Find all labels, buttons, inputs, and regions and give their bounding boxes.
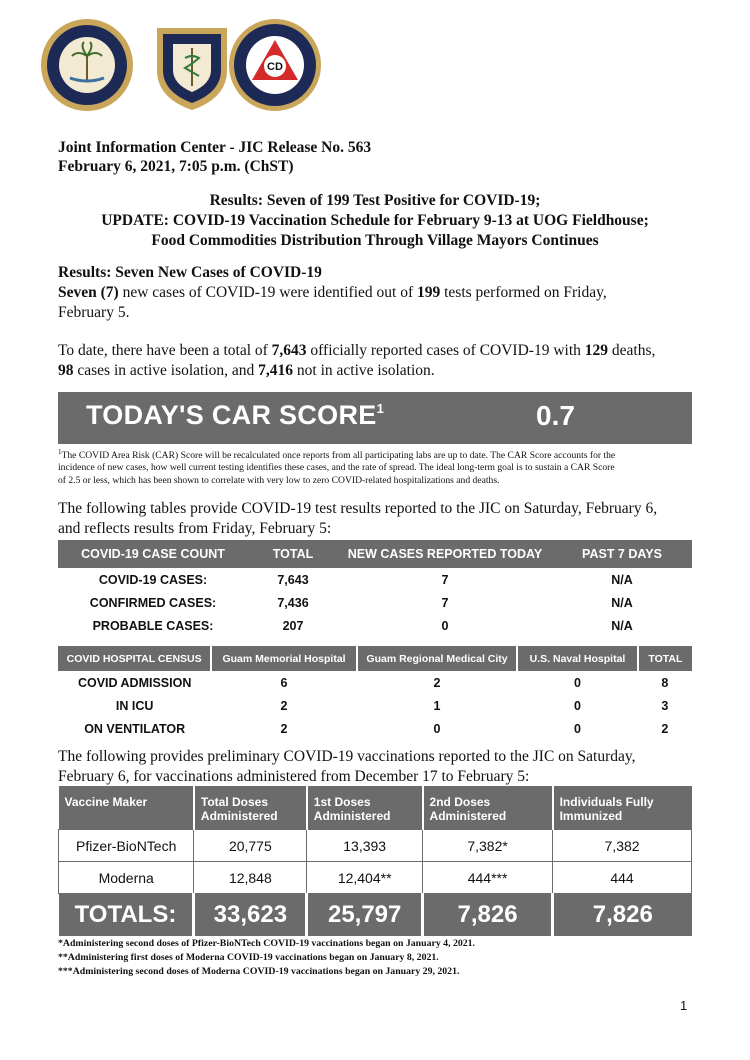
title-line-2: UPDATE: COVID-19 Vaccination Schedule for February 9-13 at UOG Fieldhouse; <box>101 212 649 229</box>
census-header-row <box>58 646 692 671</box>
table-cell: Pfizer-BioNTech <box>59 830 194 862</box>
totals-cell: 7,826 <box>553 894 692 937</box>
table-cell: 7,436 <box>277 595 309 610</box>
car-score-value: 0.7 <box>536 400 575 431</box>
vaccination-note-1: *Administering second doses of Pfizer-BioNTech COVID-19 vaccinations began on January 4, 2021. <box>58 938 476 949</box>
car-score-banner <box>58 392 692 444</box>
table-cell: 12,404** <box>307 862 423 894</box>
case-count-header: NEW CASES REPORTED TODAY <box>338 540 552 568</box>
table-cell: 6 <box>280 675 288 690</box>
table-row <box>59 862 692 894</box>
title-line-1: Results: Seven of 199 Test Positive for COVID-19; <box>209 192 541 209</box>
table-cell: 444 <box>553 862 692 894</box>
case-count-header: COVID-19 CASE COUNT <box>58 540 248 568</box>
census-header: Guam Regional Medical City <box>357 646 518 671</box>
table-cell: 0 <box>574 675 581 690</box>
table-cell: 12,848 <box>194 862 307 894</box>
table-cell: PROBABLE CASES: <box>92 618 214 633</box>
results-paragraph-2: To date, there have been a total of 7,643 officially reported cases of COVID-19 with 129 deaths, 98 cases in active isolation, and 7,416 not in active isolation. <box>58 342 656 379</box>
table-cell: 207 <box>282 618 304 633</box>
table-cell: 20,775 <box>194 830 307 862</box>
table-cell: 2 <box>433 675 441 690</box>
table-row <box>58 568 692 591</box>
totals-cell: 7,826 <box>423 894 553 937</box>
table-cell: 7 <box>441 572 449 587</box>
results-heading: Results: Seven New Cases of COVID-19 <box>58 264 322 281</box>
case-count-header-row <box>58 540 692 568</box>
car-footnote: $^1$The COVID Area Risk (CAR) Score will be recalculated once reports from all participating labs are up to date. The CAR Score accounts for the incidence of new cases, how well current testing identifies these cases, and the rate of spread. The ideal long-term goal is to sustain a CAR Score of 2.5 or less, which has been shown to correlate with very low to zero COVID-related hospitalizations and deaths. <box>58 448 616 486</box>
table-cell: 13,393 <box>307 830 423 862</box>
public-health-seal <box>145 18 239 112</box>
vaccination-header-row <box>59 786 692 830</box>
vaccination-header: Total Doses Administered <box>194 786 307 830</box>
table-row <box>59 830 692 862</box>
table-cell: N/A <box>611 572 633 587</box>
case-count-header: TOTAL <box>248 540 338 568</box>
table-cell: ON VENTILATOR <box>84 721 186 736</box>
table-row <box>58 717 692 740</box>
table-cell: 0 <box>433 721 441 736</box>
table-cell: 1 <box>433 698 441 713</box>
census-header: COVID HOSPITAL CENSUS <box>58 646 211 671</box>
table-cell: 7 <box>441 595 449 610</box>
vaccination-table <box>58 786 692 936</box>
title-line-3: Food Commodities Distribution Through Village Mayors Continues <box>151 232 599 249</box>
table-cell: 7,643 <box>277 572 309 587</box>
table-cell: 7,382* <box>423 830 553 862</box>
vaccination-header: 1st Doses Administered <box>307 786 423 830</box>
case-count-table <box>58 540 692 637</box>
totals-cell: 25,797 <box>307 894 423 937</box>
table-cell: 2 <box>280 721 288 736</box>
release-number: Joint Information Center - JIC Release No. 563 <box>58 139 372 156</box>
vaccination-note-2: **Administering first doses of Moderna COVID-19 vaccinations began on January 8, 2021. <box>58 952 439 963</box>
vaccination-intro: The following provides preliminary COVID-19 vaccinations reported to the JIC on Saturday, February 6, for vaccinations administered from December 17 to February 5: <box>58 748 636 785</box>
table-cell: 8 <box>661 675 669 690</box>
car-score-label: TODAY'S CAR SCORE$^1$ <box>86 400 385 430</box>
totals-cell: 33,623 <box>194 894 307 937</box>
hospital-census-table <box>58 646 692 740</box>
census-header: TOTAL <box>638 646 692 671</box>
table-cell: Moderna <box>59 862 194 894</box>
release-date: February 6, 2021, 7:05 p.m. (ChST) <box>58 158 294 175</box>
table-row <box>58 694 692 717</box>
table-cell: N/A <box>611 595 633 610</box>
vaccination-note-3: ***Administering second doses of Moderna COVID-19 vaccinations began on January 29, 2021. <box>58 966 460 977</box>
table-cell: 0 <box>574 721 581 736</box>
table-row <box>58 614 692 637</box>
tables-intro: The following tables provide COVID-19 test results reported to the JIC on Saturday, February 6, and reflects results from Friday, February 5: <box>58 500 658 537</box>
table-cell: 0 <box>441 618 449 633</box>
svg-text:CD: CD <box>267 61 283 73</box>
table-cell: 444*** <box>423 862 553 894</box>
census-header: Guam Memorial Hospital <box>211 646 356 671</box>
totals-label: TOTALS: <box>59 894 194 937</box>
page-number: 1 <box>680 998 688 1013</box>
table-cell: 3 <box>661 698 669 713</box>
table-cell: N/A <box>611 618 633 633</box>
table-cell: 7,382 <box>553 830 692 862</box>
vaccination-header: 2nd Doses Administered <box>423 786 553 830</box>
census-header: U.S. Naval Hospital <box>517 646 637 671</box>
table-cell: COVID-19 CASES: <box>98 572 208 587</box>
table-cell: CONFIRMED CASES: <box>89 595 217 610</box>
table-cell: COVID ADMISSION <box>77 675 192 690</box>
governors-seal <box>40 18 134 112</box>
totals-row <box>59 894 692 937</box>
table-cell: 0 <box>574 698 581 713</box>
vaccination-header: Individuals Fully Immunized <box>553 786 692 830</box>
table-row <box>58 671 692 694</box>
vaccination-header: Vaccine Maker <box>59 786 194 830</box>
case-count-header: PAST 7 DAYS <box>552 540 692 568</box>
table-cell: 2 <box>280 698 288 713</box>
table-row <box>58 591 692 614</box>
table-cell: IN ICU <box>115 698 154 713</box>
table-cell: 2 <box>661 721 669 736</box>
civil-defense-seal <box>228 18 322 112</box>
results-paragraph-1: Seven (7) new cases of COVID-19 were identified out of 199 tests performed on Friday, February 5. <box>58 284 607 321</box>
